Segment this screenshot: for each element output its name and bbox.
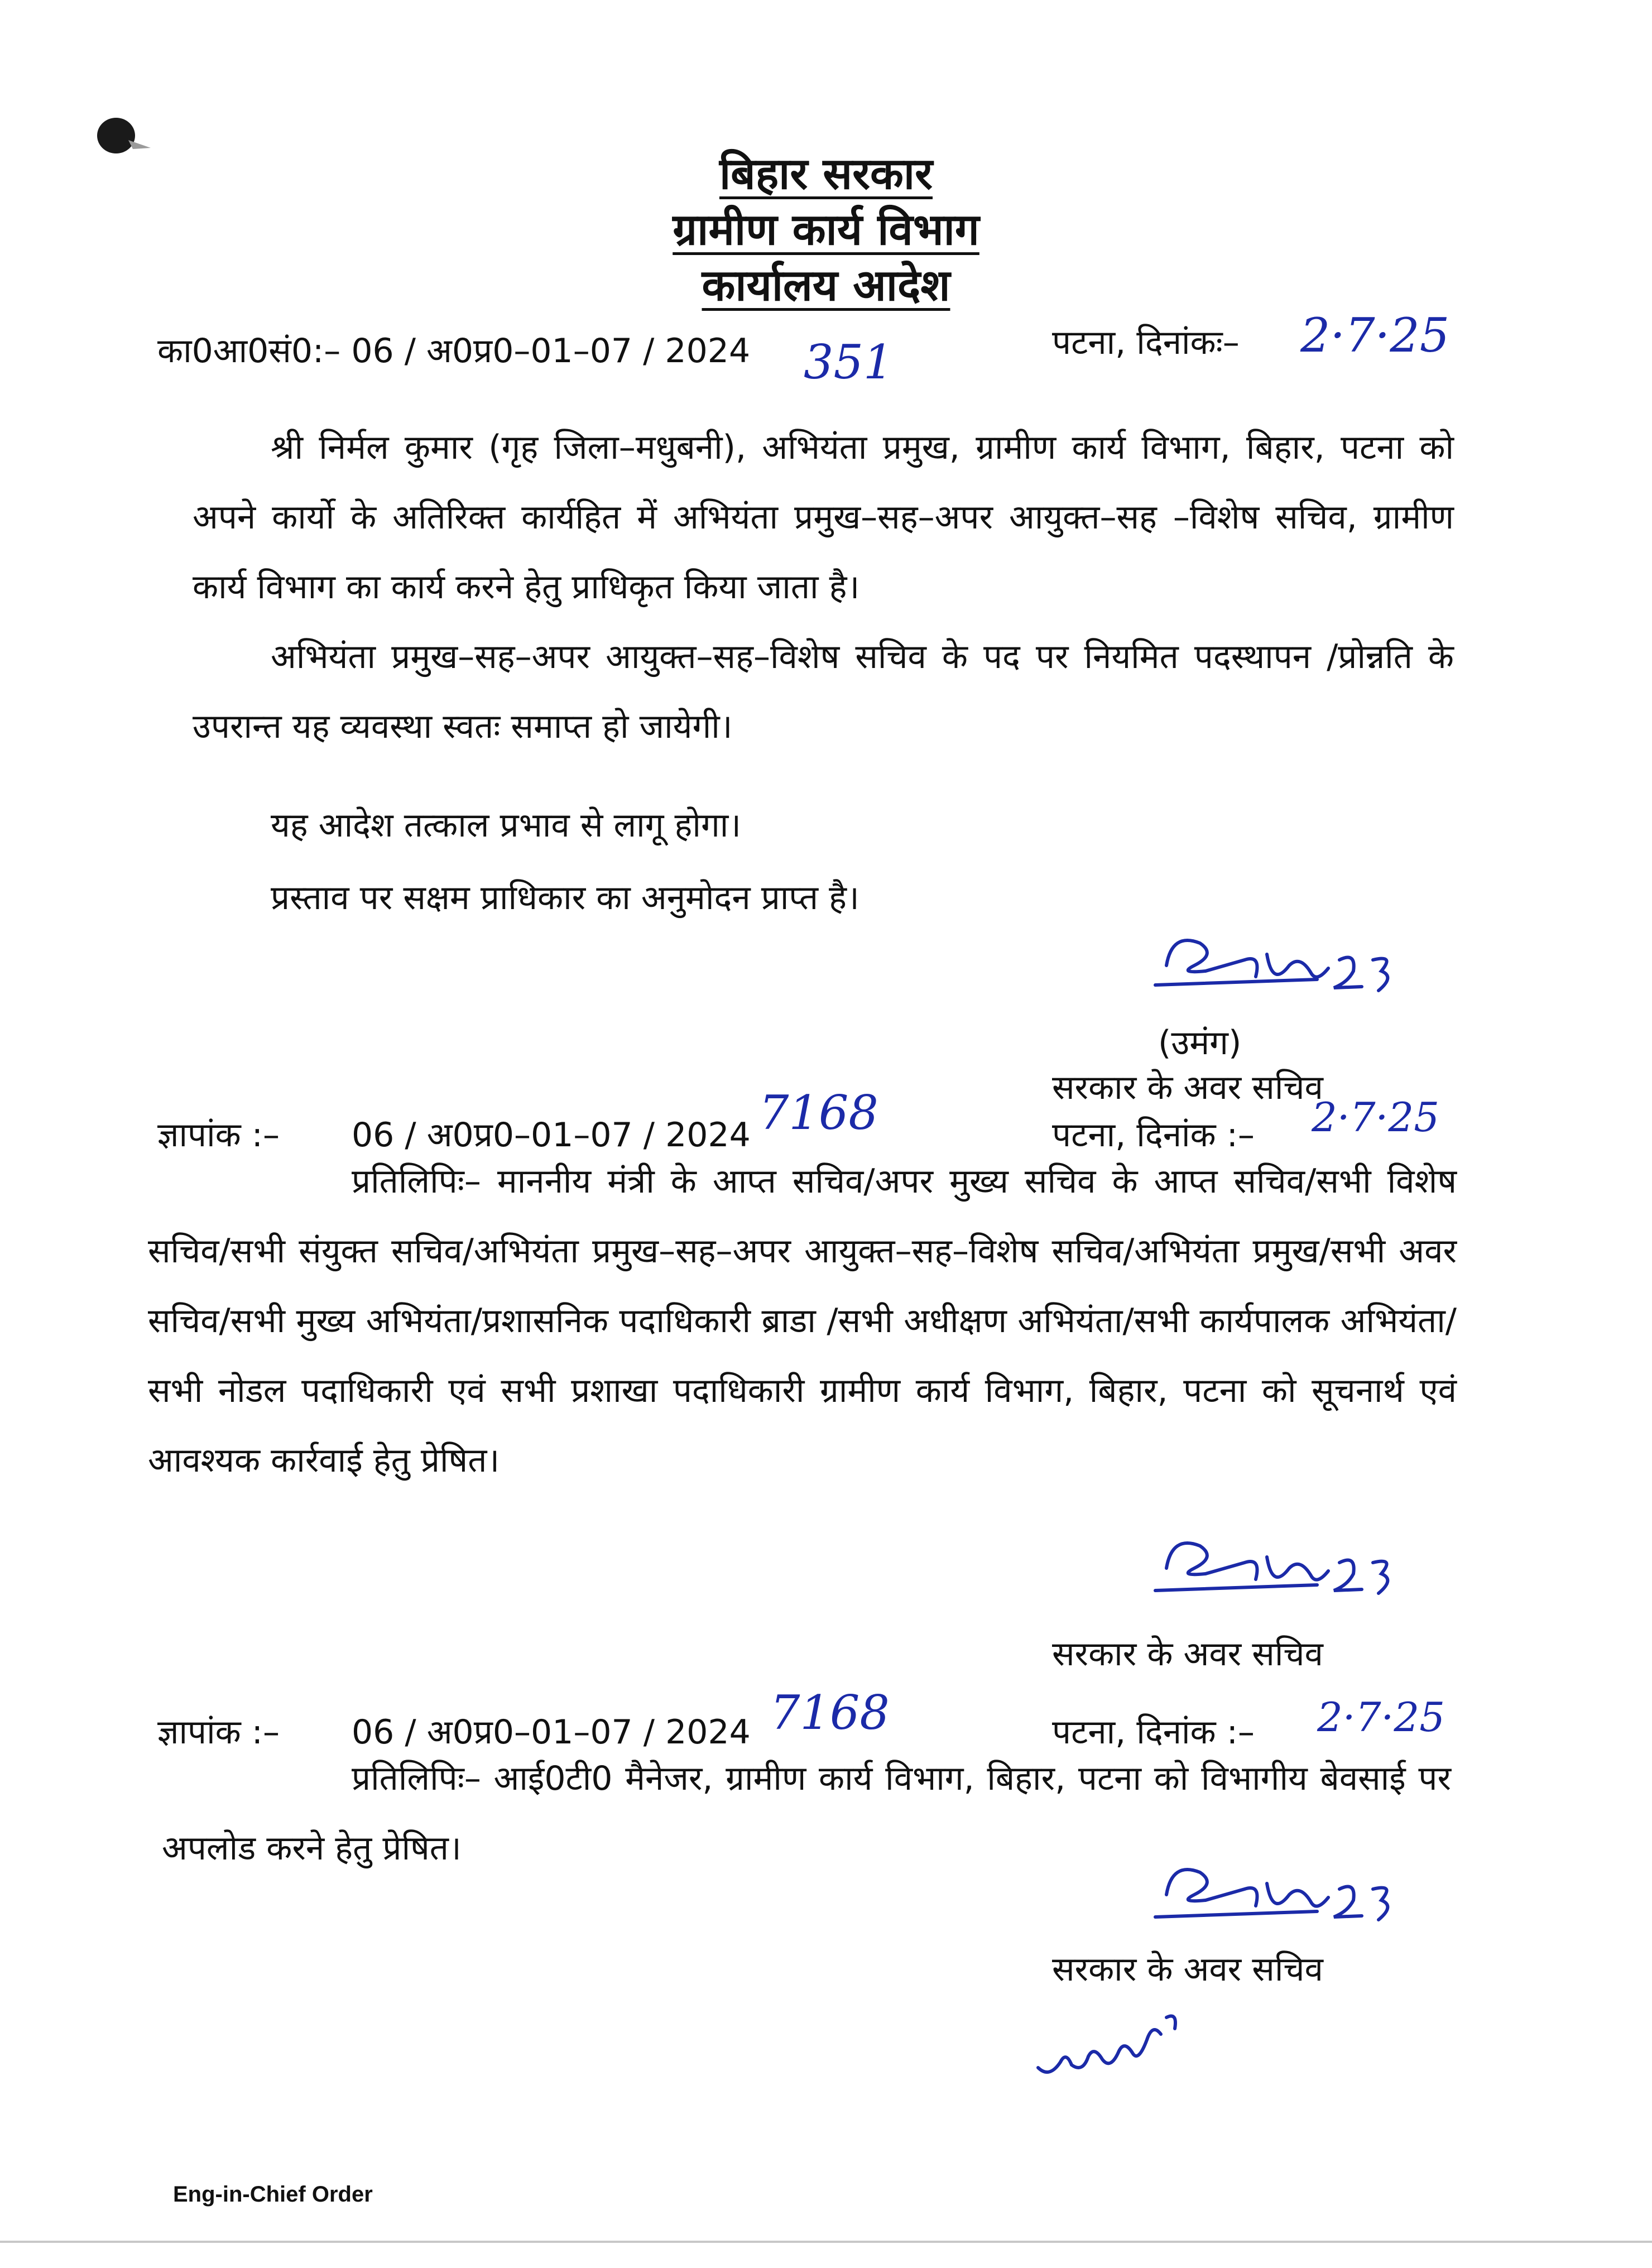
order-ref-label: का0आ0सं0:– [157,331,341,371]
bottom-divider [0,2241,1652,2243]
order-paragraph-1: श्री निर्मल कुमार (गृह जिला–मधुबनी), अभियंता प्रमुख, ग्रामीण कार्य विभाग, बिहार, पटना को अपने कार्यो के अतिरिक्त कार्यहित में अभियंता प्रमुख–सह–अपर आयुक्त–सह –विशेष सचिव, ग्रामीण कार्य विभाग का कार्य करने हेतु प्राधिकृत किया जाता है। [193,428,1454,607]
order-ref-number: 06 / अ0प्र0–01–07 / 2024 [351,331,751,371]
memo2-copy-text: प्रतिलिपिः– आई0टी0 मैनेजर, ग्रामीण कार्य विभाग, बिहार, पटना को विभागीय बेवसाई पर अपलोड करने हेतु प्रेषित। [162,1759,1451,1868]
header-department: ग्रामीण कार्य विभाग [673,205,979,255]
memo1-place-date-label: पटना, दिनांक :– [1052,1116,1255,1155]
memo2-handwritten-number: 7168 [770,1685,890,1740]
memo2-signatory-title: सरकार के अवर सचिव [1052,1950,1323,1989]
initial-scribble [1027,1995,1194,2090]
order-paragraph-4: प्रस्ताव पर सक्षम प्राधिकार का अनुमोदन प्राप्त है। [271,878,859,917]
order-reference [157,326,750,372]
footer-label: Eng-in-Chief Order [173,2182,373,2207]
order-signatory-name: (उमंग) [1158,1024,1242,1063]
memo2-date-handwritten: 2·7·25 [1317,1694,1446,1741]
memo1-label: ज्ञापांक :– [157,1116,280,1155]
order-paragraph-2: अभियंता प्रमुख–सह–अपर आयुक्त–सह–विशेष सचिव के पद पर नियमित पदस्थापन /प्रोन्नति के उपरान्त यह व्यवस्था स्वतः समाप्त हो जायेगी। [193,637,1454,746]
memo1-copy-text: प्रतिलिपिः– माननीय मंत्री के आप्त सचिव/अपर मुख्य सचिव के आप्त सचिव/सभी विशेष सचिव/सभी संयुक्त सचिव/अभियंता प्रमुख–सह–अपर आयुक्त–सह–विशेष सचिव/अभियंता प्रमुख/सभी अवर सचिव/सभी मुख्य अभियंता/प्रशासनिक पदाधिकारी ब्राडा /सभी अधीक्षण अभियंता/सभी कार्यपालक अभियंता/सभी नोडल पदाधिकारी एवं सभी प्रशाखा पदाधिकारी ग्रामीण कार्य विभाग, बिहार, पटना को सूचनार्थ एवं आवश्यक कार्रवाई हेतु प्रेषित। [148,1162,1457,1480]
memo2-place-date-label: पटना, दिनांक :– [1052,1713,1255,1752]
header-government: बिहार सरकार [719,149,933,199]
memo1-handwritten-number: 7168 [759,1085,878,1140]
memo1-date-handwritten: 2·7·25 [1312,1094,1440,1141]
order-place-date-label: पटना, दिनांकः– [1052,323,1240,362]
memo2-number: 06 / अ0प्र0–01–07 / 2024 [352,1713,751,1752]
memo1-number: 06 / अ0प्र0–01–07 / 2024 [352,1116,751,1155]
order-ref-handwritten: 351 [804,335,894,390]
header-office-order: कार्यालय आदेश [702,261,950,311]
order-paragraph-3: यह आदेश तत्काल प्रभाव से लागू होगा। [271,806,742,845]
order-date-handwritten: 2·7·25 [1300,308,1450,363]
signature-2 [1133,1524,1423,1635]
signature-1 [1133,921,1423,1032]
order-signatory-title: सरकार के अवर सचिव [1052,1068,1323,1107]
memo2-label: ज्ञापांक :– [157,1713,280,1752]
memo1-signatory-title: सरकार के अवर सचिव [1052,1635,1323,1674]
